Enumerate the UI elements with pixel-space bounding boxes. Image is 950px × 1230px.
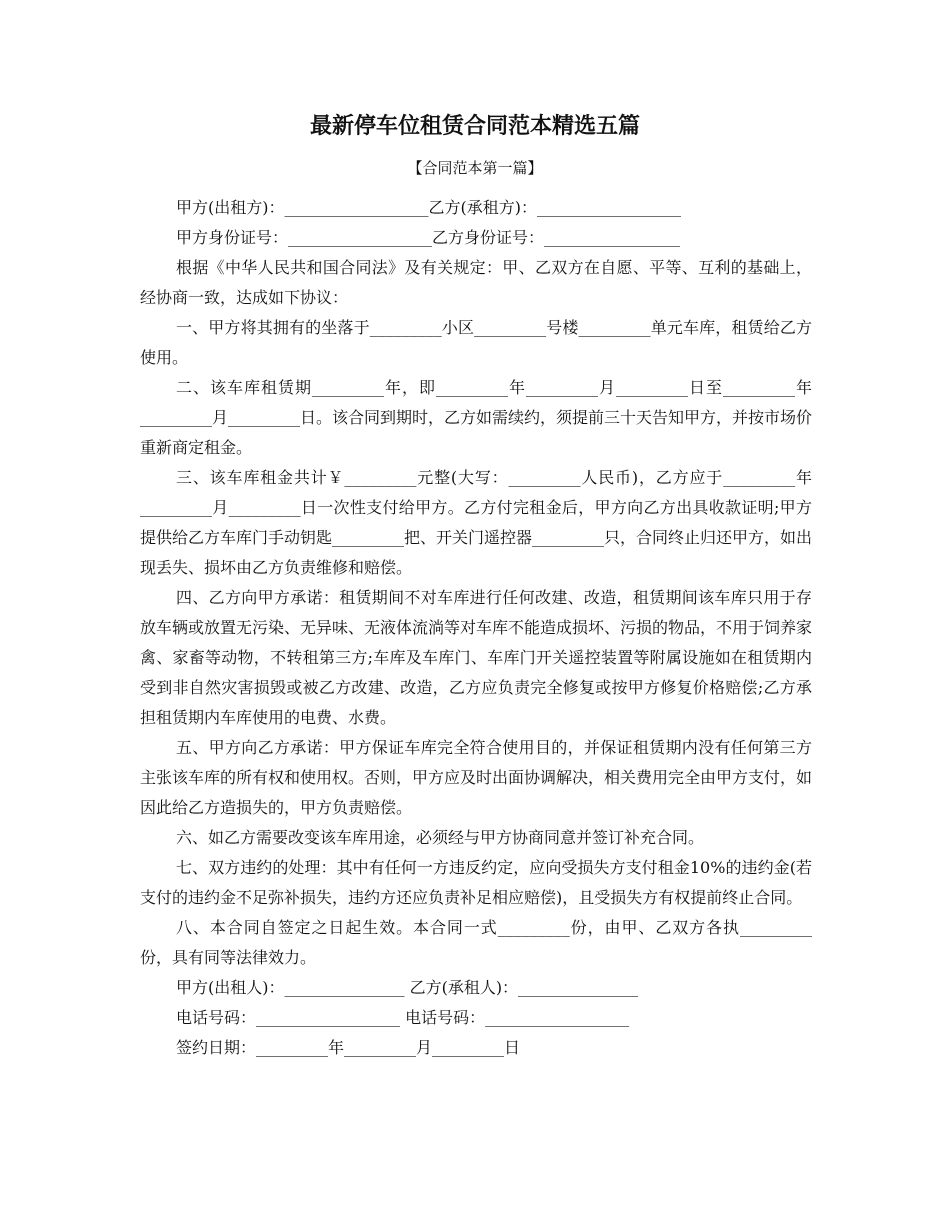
- section-subtitle: 【合同范本第一篇】: [407, 159, 543, 177]
- sign-date-line: 签约日期：_________年_________月_________日: [176, 1038, 521, 1057]
- party-names-line: 甲方(出租方)：__________________乙方(承租方)：__________________: [176, 198, 681, 217]
- clause-6: 六、如乙方需要改变该车库用途，必须经与甲方协商同意并签订补充合同。: [176, 828, 705, 847]
- clause-8: 八、本合同自签定之日起生效。本合同一式_________份，由甲、乙双方各执_________份，具有同等法律效力。: [140, 918, 812, 967]
- preamble-paragraph: 根据《中华人民共和国合同法》及有关规定：甲、乙双方在自愿、平等、互利的基础上，经协商一致，达成如下协议：: [140, 258, 812, 307]
- clause-1: 一、甲方将其拥有的坐落于_________小区_________号楼_________单元车库，租赁给乙方使用。: [140, 318, 812, 367]
- clause-2: 二、该车库租赁期_________年，即_________年_________月_________日至_________年_________月_________日。该合同到期时，乙方如需续约，须提前三十天告知甲方，并按市场价重新商定租金。: [140, 378, 813, 457]
- clause-7: 七、双方违约的处理：其中有任何一方违反约定，应向受损失方支付租金10%的违约金(若支付的违约金不足弥补损失，违约方还应负责补足相应赔偿)，且受损失方有权提前终止合同。: [140, 858, 812, 907]
- phone-line: 电话号码：__________________ 电话号码：__________________: [176, 1008, 630, 1027]
- contract-body: [140, 193, 812, 1063]
- document-title: 最新停车位租赁合同范本精选五篇: [309, 114, 640, 139]
- signatory-line: 甲方(出租人)：_______________ 乙方(承租人)：_______________: [176, 978, 639, 997]
- clause-4: 四、乙方向甲方承诺：租赁期间不对车库进行任何改建、改造，租赁期间该车库只用于存放车辆或放置无污染、无异味、无液体流淌等对车库不能造成损坏、污损的物品，不用于饲养家禽、家畜等动物，不转租第三方;车库及车库门、车库门开关遥控装置等附属设施如在租赁期内受到非自然灾害损毁或被乙方改建、改造，乙方应负责完全修复或按甲方修复价格赔偿;乙方承担租赁期内车库使用的电费、水费。: [140, 588, 813, 727]
- clause-5: 五、甲方向乙方承诺：甲方保证车库完全符合使用目的，并保证租赁期内没有任何第三方主张该车库的所有权和使用权。否则，甲方应及时出面协调解决，相关费用完全由甲方支付，如因此给乙方造损失的，甲方负责赔偿。: [140, 738, 813, 817]
- clause-3: 三、该车库租金共计￥_________元整(大写：_________人民币)，乙方应于_________年_________月_________日一次性支付给甲方。乙方付完租金后，甲方向乙方出具收款证明;甲方提供给乙方车库门手动钥匙_________把、开关门遥控器_________只，合同终止归还甲方，如出现丢失、损坏由乙方负责维修和赔偿。: [140, 468, 813, 577]
- party-id-line: 甲方身份证号：__________________乙方身份证号：_________________: [176, 228, 681, 247]
